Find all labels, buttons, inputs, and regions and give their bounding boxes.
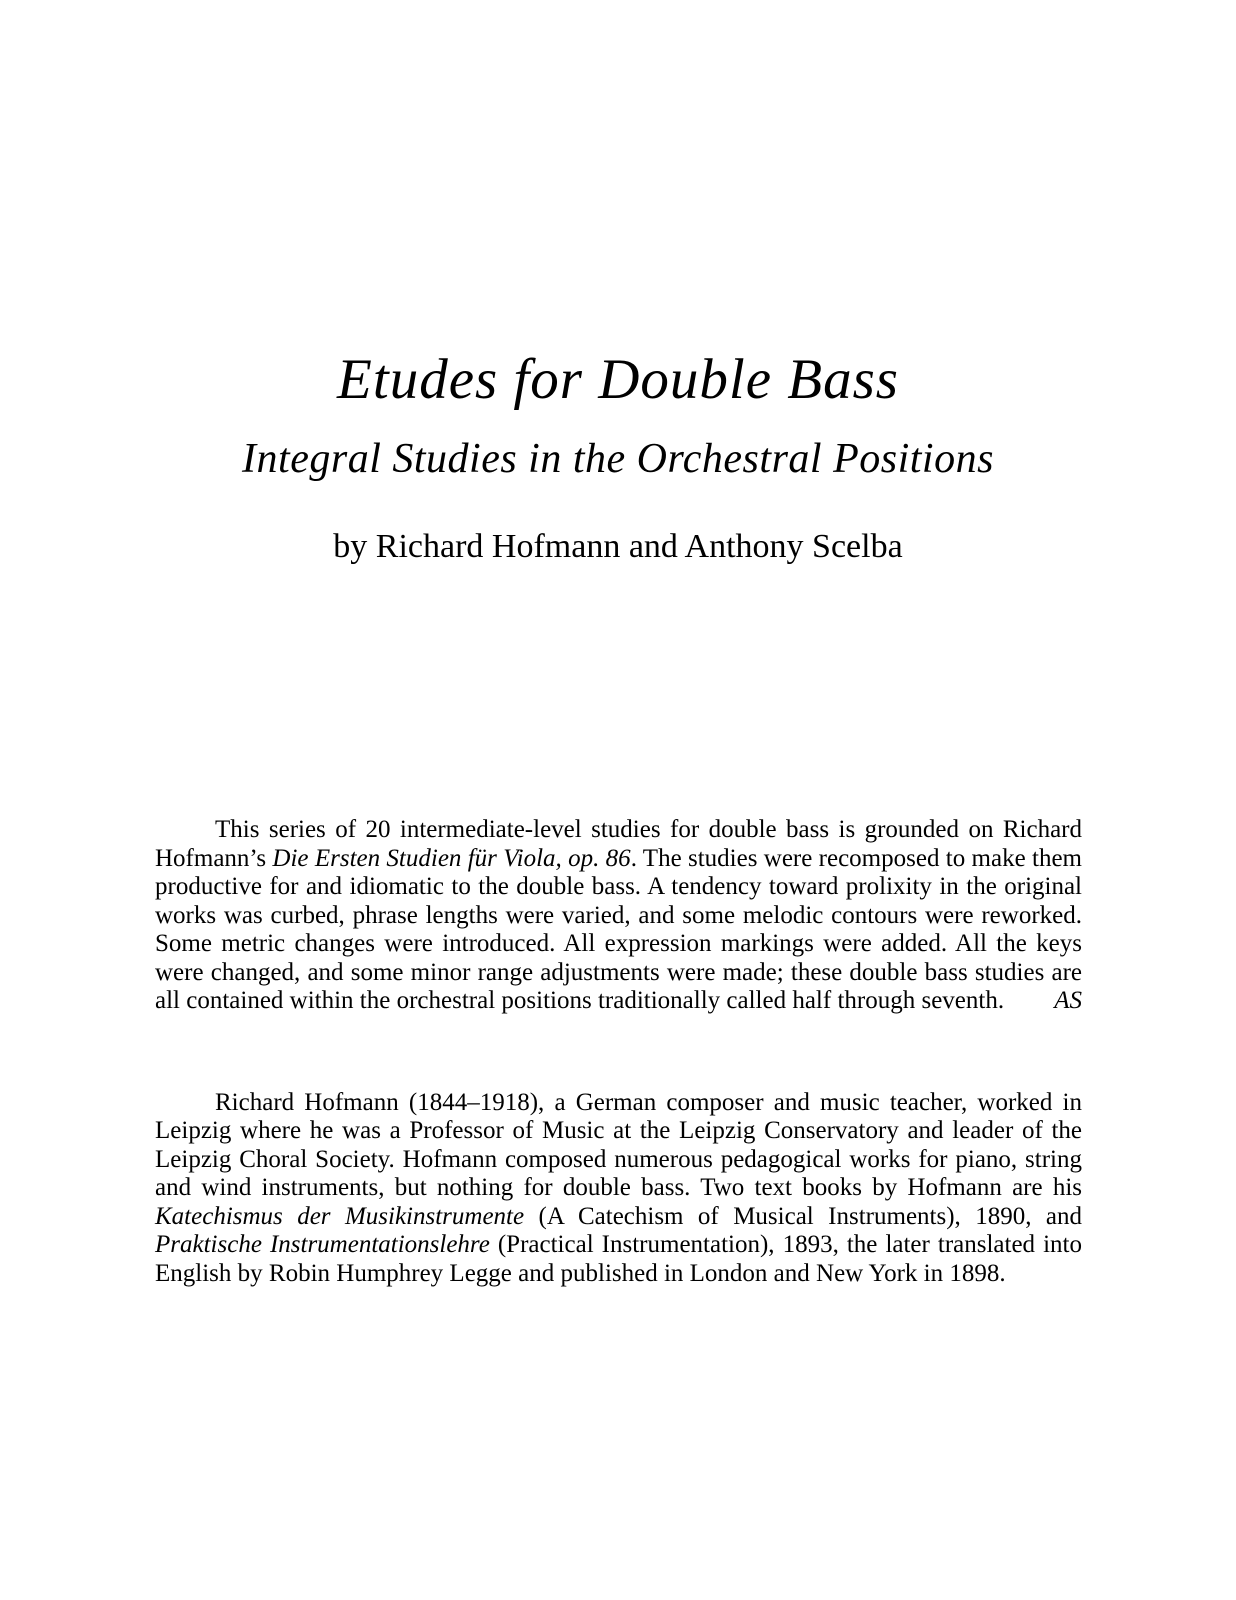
paragraph-biography-text: Richard Hofmann (1844–1918), a German composer and music teacher, worked in Leipzig where he was a Professor of Music at the Leipzig Conservatory and leader of the Leipzig Choral Society. Hofmann composed numerous pedagogical works for piano, string and wind instruments, but nothing for double bass. Two text books by Hofmann are his Katechismus der Musikinstrumente (A Catechism of Musical Instruments), 1890, and Praktische Instrumentationslehre (Practical Instrumentation), 1893, the later translated into English by Robin Humphrey Legge and published in London and New York in 1898. — [155, 1088, 1082, 1287]
paragraph-intro-text: This series of 20 intermediate-level studies for double bass is grounded on Richard Hofmann’s Die Ersten Studien für Viola, op. 86. The studies were recomposed to make them productive for and idiomatic to the double bass. A tendency toward prolixity in the original works was curbed, phrase lengths were varied, and some melodic contours were reworked. Some metric changes were introduced. All expression markings were added. All the keys were changed, and some minor range adjustments were made; these double bass studies are all contained within the orchestral positions traditionally called half through seventh. — [155, 816, 1082, 1014]
paragraph-intro — [155, 816, 1082, 1016]
paragraph-biography — [155, 1089, 1082, 1289]
byline: by Richard Hofmann and Anthony Scelba — [333, 528, 903, 565]
attribution-initials: AS — [1054, 987, 1082, 1014]
document-subtitle: Integral Studies in the Orchestral Positions — [242, 436, 994, 482]
body-text — [155, 816, 1082, 1288]
document-title: Etudes for Double Bass — [337, 348, 899, 411]
